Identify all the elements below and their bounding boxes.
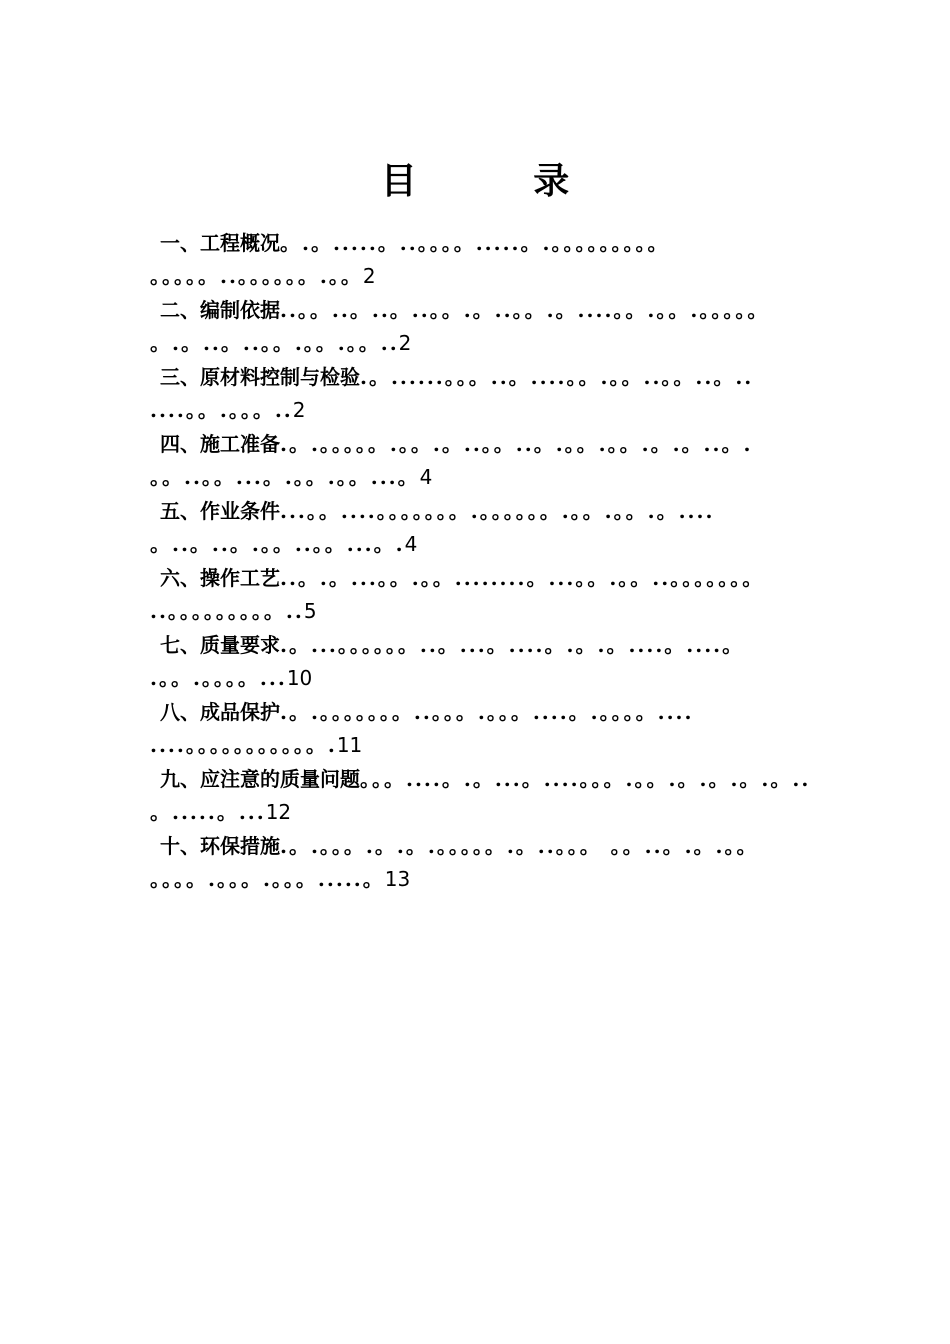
toc-leader: .。。.。。。。... <box>150 666 287 690</box>
toc-leader: .。.。。。.。.。.。。。。。.。..。。。 。。..。.。.。。 <box>280 834 759 858</box>
toc-leader: 。。。。。..。。。。。。.。。 <box>150 264 363 288</box>
toc-entry-continuation <box>150 595 850 628</box>
toc-heading: 三、原材料控制与检验 <box>160 365 360 389</box>
toc-entry-continuation <box>150 260 850 293</box>
toc-heading: 一、工程概况 <box>160 231 280 255</box>
page-title: 目 录 <box>380 160 622 202</box>
toc-entry-continuation <box>150 394 850 427</box>
toc-page-number: 10 <box>286 666 313 690</box>
toc-entry <box>150 561 850 628</box>
toc-leader: ..。。..。..。..。。.。..。。.。....。。.。。.。。。。。 <box>280 298 770 322</box>
toc-entry <box>150 427 850 494</box>
toc-heading: 八、成品保护 <box>160 700 280 724</box>
toc-entry-line <box>160 695 850 729</box>
toc-entry-line <box>160 226 850 260</box>
toc-entry <box>150 695 850 762</box>
toc-entry-line <box>160 427 850 461</box>
toc-entry-line <box>160 762 850 796</box>
toc-leader: 。.....。... <box>150 800 266 824</box>
toc-entry-line <box>160 293 850 327</box>
toc-entry <box>150 360 850 427</box>
toc-entry-line <box>160 561 850 595</box>
toc-entry-continuation <box>150 729 850 762</box>
toc-heading: 九、应注意的质量问题 <box>160 767 360 791</box>
toc-leader: ...。。....。。。。。。。.。。。。。。.。。.。。.。.... <box>280 499 715 523</box>
toc-entry-line <box>160 829 850 863</box>
toc-leader: 。..。..。.。。..。。...。. <box>150 532 405 556</box>
toc-leader: 。.。.....。..。。。。.....。.。。。。。。。。。 <box>280 231 670 255</box>
toc-entry <box>150 628 850 695</box>
toc-page-number: 12 <box>265 800 292 824</box>
toc-entry-line <box>160 360 850 394</box>
toc-page-number: 4 <box>419 465 433 489</box>
toc-leader: .。......。。。..。....。。.。。..。。..。.. <box>360 365 754 389</box>
toc-leader: ..。.。...。。.。。........。...。。.。。..。。。。。。。 <box>280 566 765 590</box>
toc-page-number: 11 <box>336 733 363 757</box>
toc-page-number: 2 <box>398 331 412 355</box>
toc-leader: 。.。..。..。。.。。.。。.. <box>150 331 399 355</box>
toc-entry <box>150 494 850 561</box>
toc-page-number: 2 <box>362 264 376 288</box>
toc-leader: ....。。。。。。。。。。。. <box>150 733 337 757</box>
toc-heading: 十、环保措施 <box>160 834 280 858</box>
toc-entry-continuation <box>150 796 850 829</box>
toc-heading: 四、施工准备 <box>160 432 280 456</box>
toc-heading: 七、质量要求 <box>160 633 280 657</box>
toc-page-number: 4 <box>404 532 418 556</box>
toc-leader: 。。..。。...。.。。.。。...。 <box>150 465 420 489</box>
toc-entry <box>150 762 850 829</box>
toc-leader: .。.。。。。。.。。.。..。。..。.。。.。。.。.。..。. <box>280 432 753 456</box>
table-of-contents <box>150 226 850 896</box>
toc-entry <box>150 829 850 896</box>
toc-leader: .。.。。。。。。。..。。。.。。。....。.。。。。.... <box>280 700 694 724</box>
toc-leader: ..。。。。。。。。。.. <box>150 599 304 623</box>
toc-leader: .。...。。。。。。..。...。....。.。.。....。....。 <box>280 633 745 657</box>
toc-heading: 二、编制依据 <box>160 298 280 322</box>
toc-entry-continuation <box>150 528 850 561</box>
toc-page-number: 5 <box>303 599 317 623</box>
toc-entry-continuation <box>150 863 850 896</box>
toc-entry-line <box>160 628 850 662</box>
toc-entry <box>150 293 850 360</box>
toc-entry-continuation <box>150 327 850 360</box>
toc-entry-continuation <box>150 662 850 695</box>
toc-heading: 六、操作工艺 <box>160 566 280 590</box>
toc-leader: ....。。.。。。.. <box>150 398 293 422</box>
toc-leader: 。。。....。.。...。....。。。.。。.。.。.。.。.. <box>360 767 811 791</box>
toc-page-number: 2 <box>292 398 306 422</box>
toc-entry-continuation <box>150 461 850 494</box>
toc-leader: 。。。。.。。。.。。。.....。 <box>150 867 385 891</box>
toc-page-number: 13 <box>384 867 411 891</box>
toc-heading: 五、作业条件 <box>160 499 280 523</box>
toc-entry-line <box>160 494 850 528</box>
toc-entry <box>150 226 850 293</box>
